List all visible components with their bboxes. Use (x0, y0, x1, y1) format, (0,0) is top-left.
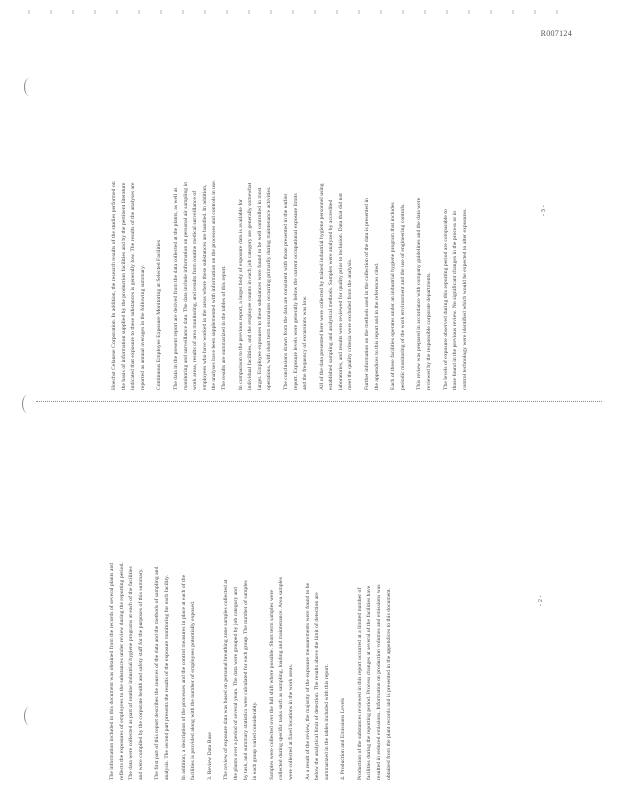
paragraph (153, 445, 172, 780)
text-line: In comparison to the previous report, a larger body of exposure data is available for (237, 198, 244, 390)
paragraph (363, 60, 382, 390)
paragraph (237, 60, 275, 390)
text-line: Hoechst Celanese Corporation. In addition, the research results of the studies performed on (111, 181, 117, 390)
text-line: obtained from the plant records and is presented in the appendices to this document. (385, 587, 392, 780)
text-line: facilities during the reporting period. Process changes at several of the facilities have (366, 585, 373, 780)
text-line: Each of these facilities operates under an industrial hygiene program that includes (390, 202, 397, 390)
punch-hole-mark (22, 395, 33, 413)
text-line: established sampling and analytical methods. Samples were analyzed by accredited (328, 199, 335, 390)
paragraph (180, 445, 199, 780)
punch-hole-mark (24, 707, 35, 725)
text-line: reflects the exposures of employees to the substances under review during the reporting period. (118, 562, 125, 780)
bottom-page-number: - 2 - (537, 595, 544, 606)
text-line: report. Exposure levels were generally below the current occupational exposure limits (292, 193, 299, 390)
text-line: Production of the substances reviewed in this report occurred at a limited number of (356, 587, 363, 780)
text-line: The results are summarized in the tables of this report. (220, 265, 227, 390)
text-line: collected during specific tasks such as sampling, loading and maintenance. Area samples (278, 576, 285, 780)
text-line: the analyses have been supplemented with information on the processes and controls in use. (211, 179, 218, 390)
bottom-page-text (108, 445, 528, 780)
text-line: the basis of information supplied by the production facilities and by the pertinent literature (120, 182, 127, 390)
text-line: The information included in this document was obtained from the records of several plants and (109, 562, 115, 780)
text-line: 3. Review Data Base (206, 732, 213, 780)
text-line: laboratories, and results were reviewed for quality prior to inclusion. Data that did not (337, 193, 344, 390)
scan-noise (28, 10, 568, 14)
text-line: Continuous Employee Exposure Monitoring at Selected Facilities (156, 239, 163, 390)
paragraph (356, 445, 394, 780)
text-line: control technology were identified which would be expected to alter exposures. (461, 208, 468, 390)
top-page-number: - 3 - (540, 205, 547, 216)
text-line: The review of exposure data was based on personal breathing zone samples collected at (223, 579, 230, 780)
text-line: Samples were collected over the full shift where possible. Short term samples were (268, 589, 275, 780)
paragraph (172, 60, 230, 390)
text-line: summarized in the tables included with this report. (323, 664, 330, 780)
text-line: those found in the previous review. No significant changes in the process or in (452, 210, 459, 390)
text-line: Further information on the methods used in the collection of the data is presented in (364, 198, 371, 390)
paragraph (442, 60, 471, 390)
page-divider (36, 401, 602, 403)
text-line: The conclusions drawn from the data are consistent with those presented in the earlier (282, 193, 289, 390)
text-line: The data in the present report are derived from the data collected at the plants, as well as (172, 187, 179, 390)
text-line: meet the quality criteria were excluded from the analysis. (347, 258, 354, 390)
text-line: in each group varied considerably. (252, 701, 259, 780)
text-line: 4. Production and Emissions Levels (340, 697, 347, 780)
text-line: operations, with short term excursions occurring primarily during maintenance activities. (266, 186, 273, 390)
paragraph (108, 445, 146, 780)
text-line: monitoring and surveillance data. The data include information on personal air sampling in (182, 181, 189, 390)
text-line: facilities is provided along with the number of employees potentially exposed. (190, 600, 197, 780)
text-line: reported as annual averages in the following summary. (139, 265, 146, 390)
text-line: by task, and summary statistics were calculated for each group. The number of samples (242, 580, 249, 780)
text-line: periodic monitoring of the work environment and the use of engineering controls. (399, 203, 406, 390)
text-line: employees who have worked in the areas where these substances are handled. In addition, (201, 184, 208, 390)
text-line: the appendices to this report and in the references cited. (373, 262, 380, 390)
text-line: All of the data presented here were collected by trained industrial hygiene personnel using (318, 183, 325, 390)
paragraph (304, 445, 333, 780)
text-line: work areas, results of area monitoring, and results from routine medical surveillance of (192, 190, 199, 390)
paragraph (339, 445, 349, 780)
text-line: As a result of the review, the majority of the exposure measurements were found to be (304, 582, 311, 780)
paragraph (110, 60, 148, 390)
punch-hole-mark (24, 78, 35, 96)
text-line: the plants over a period of several years. The data were grouped by job category and (232, 587, 239, 780)
text-line: In addition, a description of the processes and the control measures in place at each of the (180, 574, 187, 780)
paragraph (155, 60, 165, 390)
text-line: The levels of exposure observed during this reporting period are comparable to (442, 209, 449, 390)
text-line: and were compiled by the corporate health and safety staff for the purposes of this summary. (137, 568, 144, 780)
text-line: indicated that exposure to these substances is generally low. The results of the analyses are (130, 182, 137, 390)
paragraph (415, 60, 434, 390)
top-page-text (110, 60, 510, 390)
text-line: The data were collected as part of routine industrial hygiene programs at each of the facilities (128, 566, 135, 780)
text-line: reviewed by the responsible corporate departments. (426, 272, 433, 390)
paragraph (206, 445, 216, 780)
text-line: larger. Employee exposures to these substances were found to be well controlled in most (256, 187, 263, 390)
paragraph (318, 60, 356, 390)
paragraph (389, 60, 408, 390)
text-line: individual facilities, and the employee counts in each job category are generally somewhat (247, 182, 254, 390)
paragraph (282, 60, 311, 390)
text-line: were collected at fixed locations in the work areas. (287, 663, 294, 780)
text-line: This review was prepared in accordance with company guidelines and the data were (416, 197, 423, 390)
text-line: and the frequency of excursions was low. (302, 295, 309, 390)
text-line: resulted in reduced emissions. Information on production volumes and emissions was (376, 584, 383, 780)
paragraph (268, 445, 297, 780)
paragraph (222, 445, 260, 780)
text-line: The first part of this report describes the sources of the data and the methods of sampling and (154, 566, 161, 780)
text-line: below the analytical limit of detection. The results above the limit of detection are (314, 592, 321, 780)
text-line: analysis. The second part presents the results of the exposure monitoring for each facility. (163, 575, 170, 780)
document-id: R007124 (540, 29, 572, 38)
